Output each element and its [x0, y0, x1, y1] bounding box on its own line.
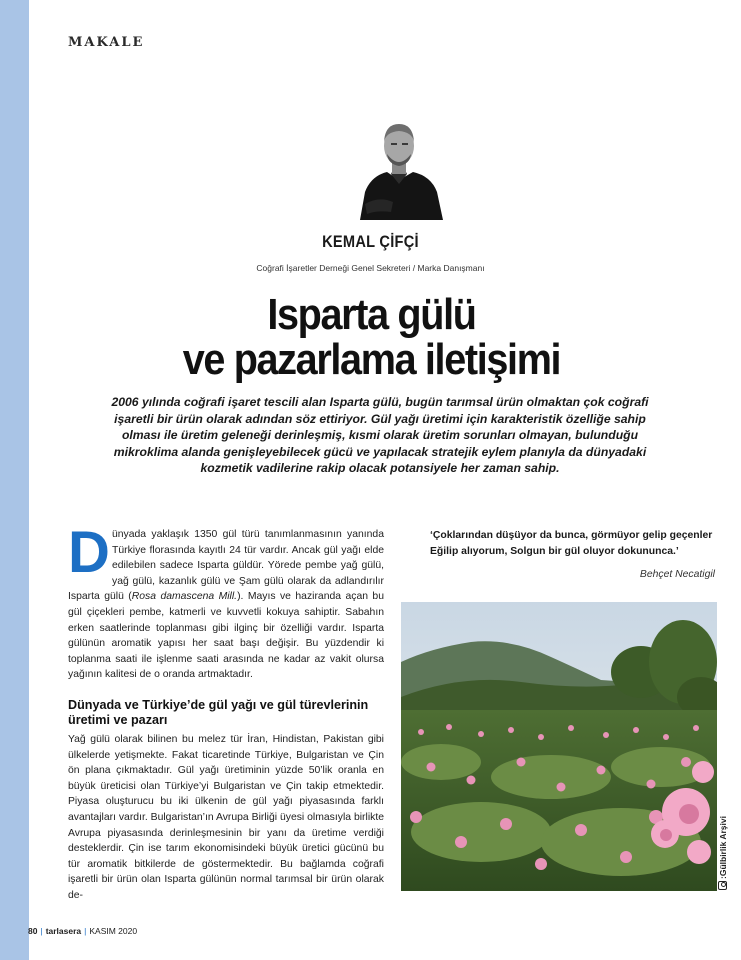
page-footer [28, 926, 137, 936]
section-subheading: Dünyada ve Türkiye’de gül yağı ve gül türevlerinin üretimi ve pazarı [68, 697, 369, 727]
photo-credit: :Gülbirlik Arşivi [718, 816, 728, 890]
side-color-band [0, 0, 29, 960]
instagram-icon [718, 881, 727, 890]
article-headline [38, 292, 705, 382]
section-label: MAKALE [68, 35, 145, 50]
body-paragraph-1: ünyada yaklaşık 1350 gül türü tanımlanmasının yanında Türkiye florasında kayıtlı 24 tür vardır. Ancak gül yağı elde edilebilen sadece Isparta güldür. Yörede pembe yağ gülü, yağ gülü, kazanlık gülü ve Şam gülü olarak da adlandırılır Isparta gülü (Rosa damascena Mill.). Mayıs ve haziranda açan bu gül çiçekleri pembe, katmerli ve kuvvetli kokuya sahiptir. Sabahın erken saatlerinde toplanması gibi ilginç bir özelliği vardır. Isparta gülünün aromatik yapısı her saat başı değişir. Bu yüzdendir ki toplanma saati ile işlenme saati arasında ne kadar az vakit olursa yağının kalitesi de o oranda artmaktadır. [68, 529, 384, 681]
body-column-left [68, 520, 384, 903]
magazine-name: tarlasera [45, 926, 82, 936]
author-portrait [355, 114, 445, 220]
quote-author: Behçet Necatigil [639, 569, 715, 580]
body-paragraph-2: Yağ gülü olarak bilinen bu melez tür İran, Hindistan, Pakistan gibi ülkelerde yetişmekte. Fakat ticaretinde Türkiye, Bulgaristan ve Çin ön plana çıkmaktadır. Gül yağı üretiminin yüzde 50’lik oranla en büyük üreticisi olan Türkiye’yi Bulgaristan ve Çin takip etmektedir. Piyasa oluşturucu bu iki ülkenin de gül yağı piyasasında farklı avantajları vardır. Bulgaristan’ın Avrupa Birliği üyesi olmasıyla birlikte Avrupa piyasasında derinleşmesinin bir yanı da üretime verdiği desteklerdir. Çin ise tarım ekonomisindeki büyük üretici gücünü bu tür aromatik bitkilerde de göstermektedir. Bu bağlamda coğrafi işaretli bir ürün olan Isparta gülünün normal tarımsal bir ürün olarak de- [68, 733, 384, 901]
rose-field-photo [401, 602, 717, 891]
headline-line-1: Isparta gülü [267, 290, 476, 339]
article-lede: 2006 yılında coğrafi işaret tescili alan Isparta gülü, bugün tarımsal ürün olmaktan çok coğrafi işaretli bir ürün olarak adından söz ettiriyor. Gül yağı üretimi için karakteristik özelliğe sahip olması ile üretim geleneği derinleşmiş, kısmi olarak üretim sorunları olmayan, bulunduğu mikroklima alanda genişleyebilecek gücü ve yapılacak stratejik eylem planıyla da dünyadaki kozmetik vadilerine rakip olacak potansiyele her zaman sahip. [111, 395, 649, 476]
issue-date: KASIM 2020 [89, 926, 138, 936]
author-name: KEMAL ÇİFÇİ [322, 232, 419, 251]
footer-separator: | [40, 926, 43, 936]
author-title: Coğrafi İşaretler Derneği Genel Sekreteri / Marka Danışmanı [256, 263, 485, 273]
pull-quote: ‘Çoklarından düşüyor da bunca, görmüyor gelip geçenler Eğilip alıyorum, Solgun bir gül oluyor dokununca.’ [430, 530, 713, 557]
footer-separator: | [84, 926, 87, 936]
page-number: 80 [28, 926, 38, 936]
headline-line-2: ve pazarlama iletişimi [182, 335, 561, 384]
drop-cap: D [68, 520, 110, 585]
scientific-name: Rosa damascena Mill. [131, 591, 238, 603]
